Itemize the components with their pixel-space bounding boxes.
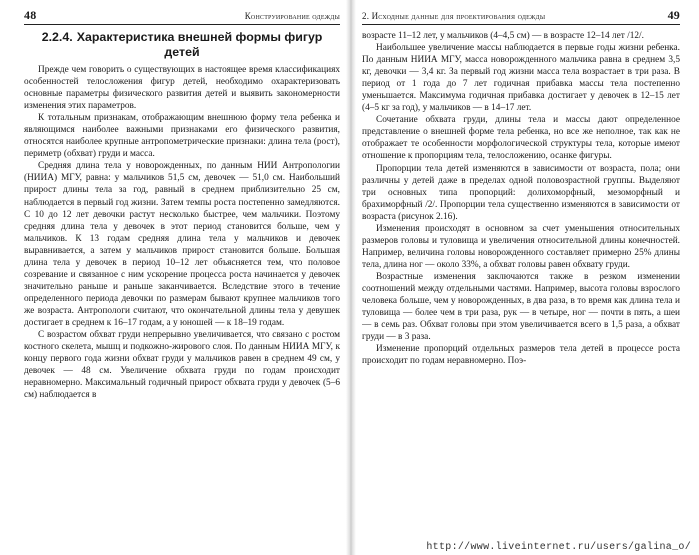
section-number: 2.2.4. [41, 30, 73, 44]
paragraph: Сочетание обхвата груди, длины тела и массы дают определенное представление о внешней форме тела ребенка, но все же неполное, так как не отображает те особенности морфологической структуры тела, которые имеют отношение к пропорциям тела, телосложению, осанке фигуры. [362, 115, 680, 162]
book-gutter [346, 0, 356, 555]
running-head-left: Конструирование одежды [244, 11, 340, 21]
paragraph: Наибольшее увеличение массы наблюдается в первые годы жизни ребенка. По данным НИИА МГУ, масса новорожденного мальчика равна в среднем 3,5 кг, девочки — 3,4 кг. За первый год жизни масса тела возрастает в три раза. В период от 1 года до 7 лет годичная прибавка массы тела постепенно уменьшается. Максимума годичная прибавка достигает у девочек в 12–15 лет (4–5 кг за год), у мальчиков — в 14–17 лет. [362, 43, 680, 114]
paragraph: С возрастом обхват груди непрерывно увеличивается, что связано с ростом костного скелета, мышц и подкожно-жирового слоя. По данным НИИА МГУ, к концу первого года жизни обхват груди у мальчиков равен в среднем 49 см, у девочек — 48 см. Увеличение обхвата груди по годам происходит неравномерно. Максимальный годичный прирост обхвата груди у девочек (5–6 см) наблюдается в [24, 330, 340, 401]
paragraph: Пропорции тела детей изменяются в зависимости от возраста, пола; они различны у детей даже в пределах одной половозрастной группы. Выделяют три основных типа пропорций: долихоморфный, мезоморфный и брахиморфный /2/. Пропорции тела существенно изменяются в зависимости от возраста (рисунок 2.16). [362, 163, 680, 222]
section-title-text: Характеристика внешней формы фигур детей [76, 30, 323, 59]
right-page-body [362, 30, 680, 367]
paragraph: К тотальным признакам, отображающим внешнюю форму тела ребенка и являющимся наиболее важными признаками его физического развития, относятся наиболее крупные антропометрические признаки: длина тела (рост), периметр (обхват) груди и масса. [24, 113, 340, 160]
left-running-head [24, 8, 340, 25]
paragraph: Возрастные изменения заключаются также в резком изменении соотношений между отдельными частями. Например, высота головы взрослого человека больше, чем у новорожденных, в два раза, в то время как длина тела и туловища — более чем в три раза, рук — в четыре, ног — почти в пять, а шеи — в семь раз. Обхват головы при этом увеличивается всего в 1,5 раза, а обхват груди — в 3 раза. [362, 271, 680, 343]
page-number-right: 49 [667, 8, 680, 22]
left-page-body [24, 64, 340, 401]
paragraph: Средняя длина тела у новорожденных, по данным НИИ Антропологии (НИИА) МГУ, равна: у мальчиков 51,5 см, девочек — 51,0 см. Наибольший прирост длины тела за год, равный в среднем приблизительно 25 см, наблюдается в первый год жизни. Затем темпы роста постепенно замедляются. С 10 до 12 лет девочки растут несколько быстрее, чем мальчики. Поэтому средняя длина тела у девочек в этот период становится больше, чем у мальчиков. К 13 годам средняя длина тела у мальчиков и девочек выравнивается, а затем у мальчиков прирост становится больше. Большая длина тела у девочек в период 10–12 лет объясняется тем, что половое созревание и связанное с ним ускорение процесса роста начинается у девочек значительно раньше и раньше заканчивается. Вследствие этого в течение определенного периода девочки по размерам бывают крупнее мальчиков того же возраста. Антропологи считают, что окончательной длины тела у девушек достигает в среднем к 16–17 годам, а у юношей — к 18–19 годам. [24, 161, 340, 328]
left-page [24, 8, 340, 538]
source-url: http://www.liveinternet.ru/users/galina_o/ [426, 542, 691, 553]
paragraph: Изменение пропорций отдельных размеров тела детей в процессе роста происходит по годам неравномерно. Поэ- [362, 344, 680, 367]
paragraph-continued: возрасте 11–12 лет, у мальчиков (4–4,5 см) — в возрасте 12–14 лет /12/. [362, 31, 644, 41]
right-page [362, 8, 680, 538]
paragraph: Прежде чем говорить о существующих в настоящее время классификациях особенностей телосложения фигур детей, необходимо охарактеризовать основные параметры физического развития детей и выявить закономерности изменения этих параметров. [24, 65, 340, 112]
page-number-left: 48 [24, 8, 37, 22]
right-running-head [362, 8, 680, 25]
running-head-right: 2. Исходные данные для проектирования одежды [362, 11, 546, 21]
section-title [24, 30, 340, 60]
paragraph: Изменения происходят в основном за счет уменьшения относительных размеров головы и туловища и увеличения относительной длины конечностей. Например, величина головы новорожденного составляет примерно 25% длины тела, длина ног — около 33%, а обхват головы равен обхвату груди. [362, 223, 680, 270]
